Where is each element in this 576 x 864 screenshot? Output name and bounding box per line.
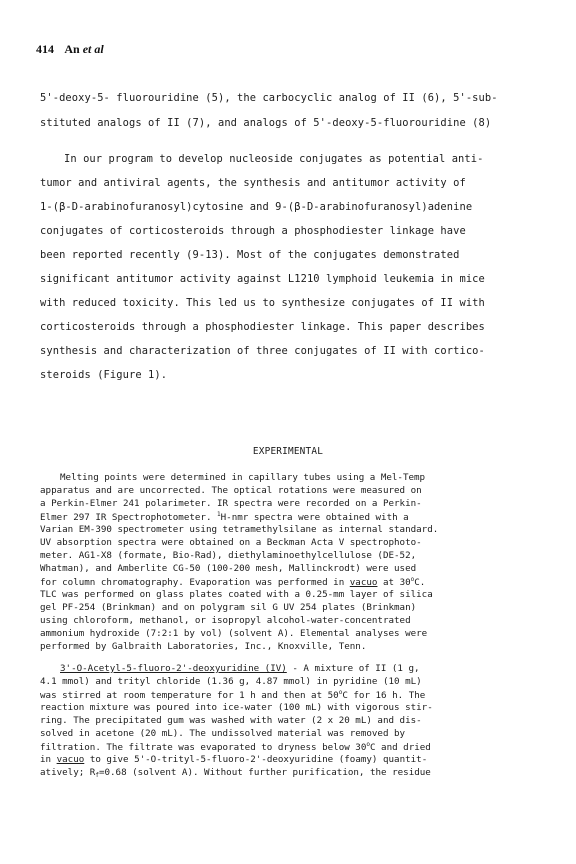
header-author: An	[64, 42, 80, 56]
exp-text: in	[40, 754, 57, 765]
exp-line: gel PF-254 (Brinkman) and on polygram sil G UV 254 plates (Brinkman)	[40, 602, 417, 613]
degree-sign: o	[366, 741, 370, 748]
exp-line	[40, 767, 540, 779]
exp-line: solved in acetone (20 mL). The undissolved material was removed by	[40, 728, 406, 739]
intro-line: been reported recently (9-13). Most of the conjugates demonstrated	[40, 249, 460, 261]
intro-line: conjugates of corticosteroids through a phosphodiester linkage have	[40, 225, 466, 237]
exp-line: performed by Galbraith Laboratories, Inc., Knoxville, Tenn.	[40, 641, 367, 652]
intro-line: corticosteroids through a phosphodiester linkage. This paper describes	[40, 321, 485, 333]
intro-line: steroids (Figure 1).	[40, 369, 168, 381]
exp-text: =0.68 (solvent A). Without further purification, the residue	[98, 767, 431, 778]
exp-text: for column chromatography. Evaporation was performed in	[40, 577, 350, 588]
exp-text: Elmer 297 IR Spectrophotometer.	[40, 512, 218, 523]
degree-sign: o	[338, 689, 343, 696]
exp-line: TLC was performed on glass plates coated with a 0.25-mm layer of silica	[40, 589, 433, 600]
exp-text: to give 5'-O-trityl-5-fluoro-2'-deoxyuridine (foamy) quantit-	[84, 754, 428, 765]
exp-line	[40, 689, 540, 701]
exp-text: was stirred at room temperature for 1 h and then at 50	[40, 690, 339, 701]
exp-text: - A mixture of II (1 g,	[286, 663, 420, 674]
page-number: 414	[36, 42, 54, 56]
running-header	[36, 42, 104, 57]
exp-text: atively; R	[40, 767, 96, 778]
exp-text: C for 16 h. The	[342, 690, 426, 701]
exp-text: C and dried	[369, 742, 431, 753]
exp-text: C.	[414, 577, 426, 588]
exp-line	[40, 741, 540, 753]
exp-text: H-nmr spectra were obtained with a	[220, 512, 409, 523]
exp-line: 4.1 mmol) and trityl chloride (1.36 g, 4.87 mmol) in pyridine (10 mL)	[40, 676, 422, 687]
superscript-1: 1	[217, 511, 221, 518]
exp-italic-vacuo: vacuo	[349, 577, 378, 588]
intro-line: significant antitumor activity against L1210 lymphoid leukemia in mice	[40, 273, 485, 285]
intro-line: 1-(β-D-arabinofuranosyl)cytosine and 9-(β-D-arabinofuranosyl)adenine	[40, 201, 473, 213]
exp-line: meter. AG1-X8 (formate, Bio-Rad), diethylaminoethylcellulose (DE-52,	[40, 550, 417, 561]
intro-line: synthesis and characterization of three conjugates of II with cortico-	[40, 345, 485, 357]
exp-line	[40, 754, 540, 765]
section-title-experimental: EXPERIMENTAL	[252, 446, 324, 457]
intro-line: 5'-deoxy-5- fluorouridine (5), the carbocyclic analog of II (6), 5'-sub-	[40, 92, 498, 104]
exp-line: UV absorption spectra were obtained on a Beckman Acta V spectrophoto-	[40, 537, 422, 548]
degree-sign: o	[410, 576, 415, 583]
exp-text: filtration. The filtrate was evaporated to dryness below 30	[40, 742, 367, 753]
compound-heading: 3'-O-Acetyl-5-fluoro-2'-deoxyuridine (IV)	[60, 663, 287, 674]
exp-line: reaction mixture was poured into ice-water (100 mL) with vigorous stir-	[40, 702, 433, 713]
exp-line: using chloroform, methanol, or isopropyl alcohol-water-concentrated	[40, 615, 411, 626]
exp-line: Melting points were determined in capillary tubes using a Mel-Temp	[60, 472, 426, 483]
exp-line: ammonium hydroxide (7:2:1 by vol) (solvent A). Elemental analyses were	[40, 628, 428, 639]
intro-line: In our program to develop nucleoside conjugates as potential anti-	[64, 153, 484, 165]
header-et-al: et al	[82, 42, 104, 56]
exp-line: ring. The precipitated gum was washed with water (2 x 20 mL) and dis-	[40, 715, 422, 726]
exp-text: at 30	[377, 577, 411, 588]
intro-line: tumor and antiviral agents, the synthesis and antitumor activity of	[40, 177, 466, 189]
exp-line	[40, 576, 540, 588]
exp-italic-vacuo: vacuo	[56, 754, 85, 765]
intro-line: stituted analogs of II (7), and analogs of 5'-deoxy-5-fluorouridine (8)	[40, 117, 492, 129]
exp-line: apparatus and are uncorrected. The optical rotations were measured on	[40, 485, 422, 496]
exp-line	[60, 663, 560, 674]
exp-line	[40, 511, 540, 523]
exp-line: Varian EM-390 spectrometer using tetramethylsilane as internal standard.	[40, 524, 439, 535]
exp-line: a Perkin-Elmer 241 polarimeter. IR spectra were recorded on a Perkin-	[40, 498, 422, 509]
exp-line: Whatman), and Amberlite CG-50 (100-200 mesh, Mallinckrodt) were used	[40, 563, 417, 574]
intro-line: with reduced toxicity. This led us to synthesize conjugates of II with	[40, 297, 485, 309]
subscript-f: f	[95, 772, 99, 779]
